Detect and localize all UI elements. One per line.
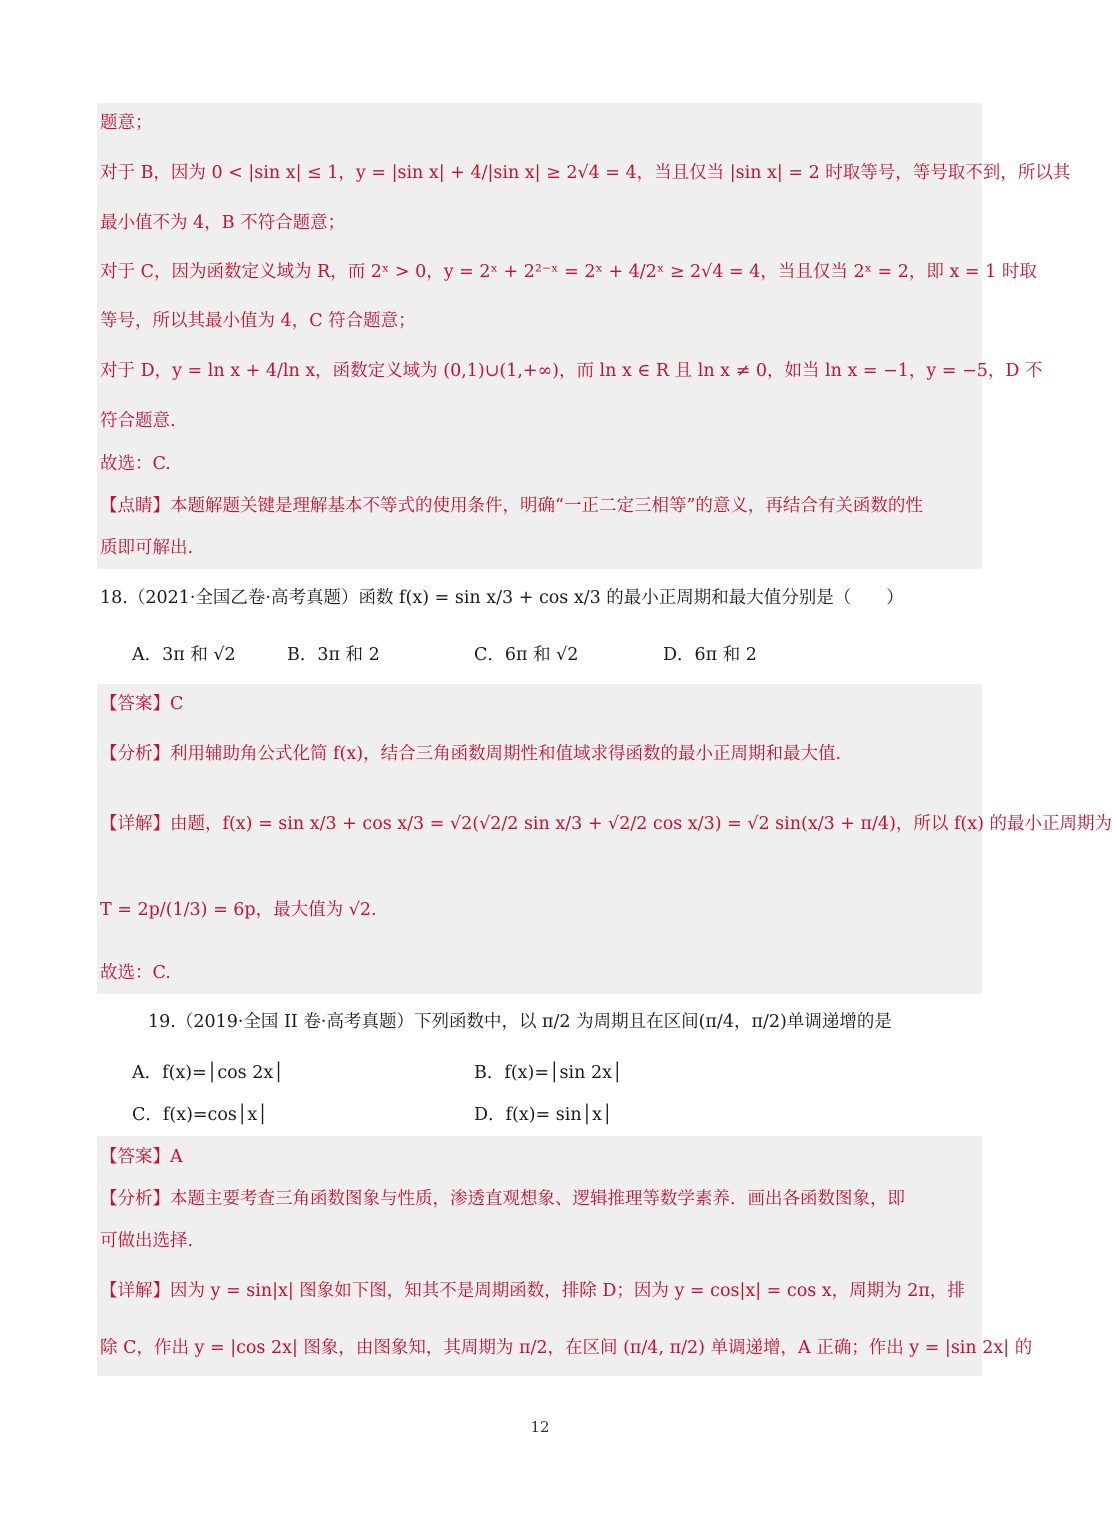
text-line: 质即可解出. <box>100 538 194 558</box>
choice-text: 故选：C. <box>100 963 171 983</box>
solution-block-2 <box>97 684 1112 994</box>
answer-text: 【答案】A <box>100 1147 183 1167</box>
text-line: 对于 C，因为函数定义域为 R，而 2ˣ > 0，y = 2ˣ + 2²⁻ˣ = 2ˣ + 4/2ˣ ≥ 2√4 = 4，当且仅当 2ˣ = 2，即 x = 1 时取 <box>100 262 1037 282</box>
text-line: 故选：C. <box>100 454 171 474</box>
text-line: 题意； <box>100 113 153 133</box>
text-line: 等号，所以其最小值为 4，C 符合题意； <box>100 311 416 331</box>
analysis-text: 【分析】利用辅助角公式化简 f(x)，结合三角函数周期性和值域求得函数的最小正周期和最大值. <box>100 744 842 764</box>
text-line: 符合题意. <box>100 411 176 431</box>
answer-text: 【答案】C <box>100 694 184 714</box>
detail-text: T = 2p/(1/3) = 6p，最大值为 √2. <box>100 900 377 920</box>
page-number: 12 <box>530 1418 550 1436</box>
q18-option-a: A．3π 和 √2 <box>132 645 236 665</box>
q19-option-b: B．f(x)=│sin 2x│ <box>474 1063 623 1083</box>
text-line: 【点睛】本题解题关键是理解基本不等式的使用条件，明确“一正二定三相等”的意义，再结合有关函数的性 <box>100 496 923 516</box>
detail-text: 【详解】由题，f(x) = sin x/3 + cos x/3 = √2(√2/2 sin x/3 + √2/2 cos x/3) = √2 sin(x/3 + π/4)，所以 f(x) 的最小正周期为 <box>100 814 1112 834</box>
q18-option-b: B．3π 和 2 <box>287 645 380 665</box>
text-line: 对于 D，y = ln x + 4/ln x，函数定义域为 (0,1)∪(1,+∞)，而 ln x ∈ R 且 ln x ≠ 0，如当 ln x = −1，y = −5，D 不 <box>100 361 1043 381</box>
q19-option-a: A．f(x)=│cos 2x│ <box>132 1063 284 1083</box>
text-line: 对于 B，因为 0 < |sin x| ≤ 1，y = |sin x| + 4/|sin x| ≥ 2√4 = 4，当且仅当 |sin x| = 2 时取等号，等号取不到，所以其 <box>100 163 1071 183</box>
analysis-text: 可做出选择. <box>100 1231 194 1251</box>
detail-text: 【详解】因为 y = sin|x| 图象如下图，知其不是周期函数，排除 D；因为 y = cos|x| = cos x，周期为 2π，排 <box>100 1281 965 1301</box>
q18-option-c: C．6π 和 √2 <box>474 645 579 665</box>
question-19-stem: 19.（2019·全国 II 卷·高考真题）下列函数中，以 π/2 为周期且在区间(π/4，π/2)单调递增的是 <box>148 1012 892 1032</box>
text-line: 最小值不为 4，B 不符合题意； <box>100 213 346 233</box>
q19-option-c: C．f(x)=cos│x│ <box>132 1105 268 1125</box>
q18-option-d: D．6π 和 2 <box>663 645 757 665</box>
q19-option-d: D．f(x)= sin│x│ <box>474 1105 613 1125</box>
analysis-text: 【分析】本题主要考查三角函数图象与性质，渗透直观想象、逻辑推理等数学素养．画出各函数图象，即 <box>100 1189 905 1209</box>
question-18-stem: 18.（2021·全国乙卷·高考真题）函数 f(x) = sin x/3 + cos x/3 的最小正周期和最大值分别是（ ） <box>100 588 904 608</box>
detail-text: 除 C，作出 y = |cos 2x| 图象，由图象知，其周期为 π/2，在区间 (π/4, π/2) 单调递增，A 正确；作出 y = |sin 2x| 的 <box>100 1338 1033 1358</box>
